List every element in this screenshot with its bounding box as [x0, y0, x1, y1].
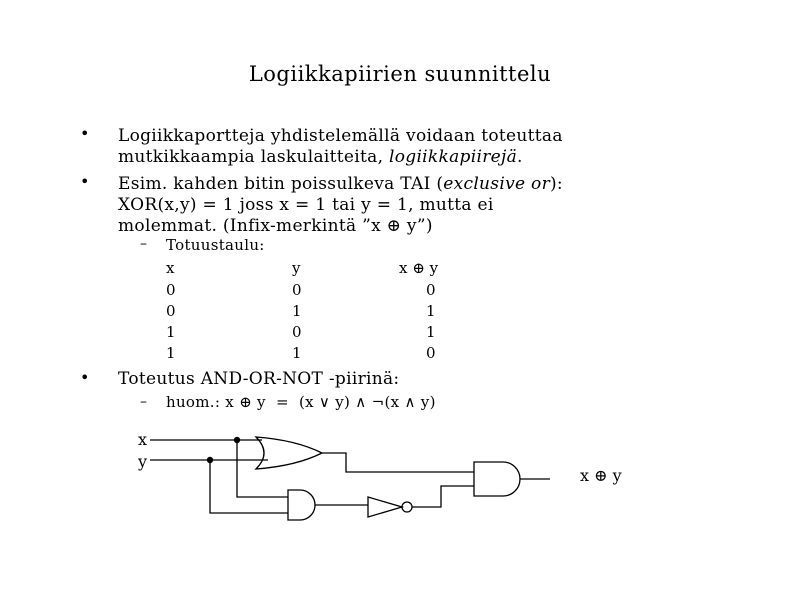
- bullet-1-line-2-suffix: .: [517, 147, 523, 167]
- junction-y: [207, 457, 213, 463]
- bullet-2-line-2: XOR(x,y) = 1 joss x = 1 tai y = 1, mutta ei: [118, 195, 494, 215]
- output-label: x ⊕ y: [580, 466, 622, 485]
- not-gate: [368, 497, 402, 517]
- truth-table-label: Totuustaulu:: [166, 236, 265, 254]
- xor-formula-note: huom.: x ⊕ y = (x ∨ y) ∧ ¬(x ∧ y): [166, 393, 436, 411]
- bullet-marker: •: [80, 172, 90, 191]
- wire-not-to-and: [412, 486, 474, 507]
- truth-table-cell: 0: [426, 344, 436, 362]
- bullet-1-line-1: Logiikkaportteja yhdistelemällä voidaan toteuttaa: [118, 126, 563, 146]
- page-title: Logiikkapiirien suunnittelu: [248, 62, 552, 86]
- and-gate-final: [474, 462, 520, 496]
- truth-table-header-xor: x ⊕ y: [399, 259, 439, 277]
- truth-table-cell: 1: [426, 302, 436, 320]
- and-gate-lower: [288, 490, 315, 520]
- truth-table-cell: 0: [426, 281, 436, 299]
- sub-item-dash: –: [140, 236, 147, 252]
- input-x-label: x: [138, 430, 148, 449]
- truth-table-cell: 1: [166, 344, 176, 362]
- junction-x: [234, 437, 240, 443]
- truth-table-header-y: y: [292, 259, 301, 277]
- bullet-1-line-2-prefix: mutkikkaampia laskulaitteita,: [118, 147, 389, 167]
- bullet-2-line-1-suffix: ):: [550, 174, 563, 194]
- truth-table-cell: 0: [292, 323, 302, 341]
- bullet-1-line-2-italic: logiikkapiirejä: [388, 147, 517, 167]
- sub-item-dash: –: [140, 394, 147, 410]
- wire-or-to-and: [322, 453, 474, 472]
- truth-table-header-x: x: [166, 259, 175, 277]
- bullet-2-line-1-prefix: Esim. kahden bitin poissulkeva TAI (: [118, 174, 444, 194]
- truth-table-cell: 1: [426, 323, 436, 341]
- wire-y-to-and: [210, 460, 288, 513]
- truth-table-cell: 0: [166, 281, 176, 299]
- truth-table-cell: 1: [292, 302, 302, 320]
- bullet-marker: •: [80, 368, 90, 387]
- bullet-3-line-1: Toteutus AND-OR-NOT -piirinä:: [118, 369, 400, 389]
- truth-table-cell: 1: [166, 323, 176, 341]
- truth-table-cell: 0: [166, 302, 176, 320]
- input-y-label: y: [138, 452, 148, 471]
- truth-table-cell: 0: [292, 281, 302, 299]
- bullet-2-line-3: molemmat. (Infix-merkintä ”x ⊕ y”): [118, 216, 433, 236]
- bullet-marker: •: [80, 124, 90, 143]
- or-gate: [256, 437, 322, 469]
- truth-table-cell: 1: [292, 344, 302, 362]
- bullet-2-line-1-italic: exclusive or: [443, 174, 550, 194]
